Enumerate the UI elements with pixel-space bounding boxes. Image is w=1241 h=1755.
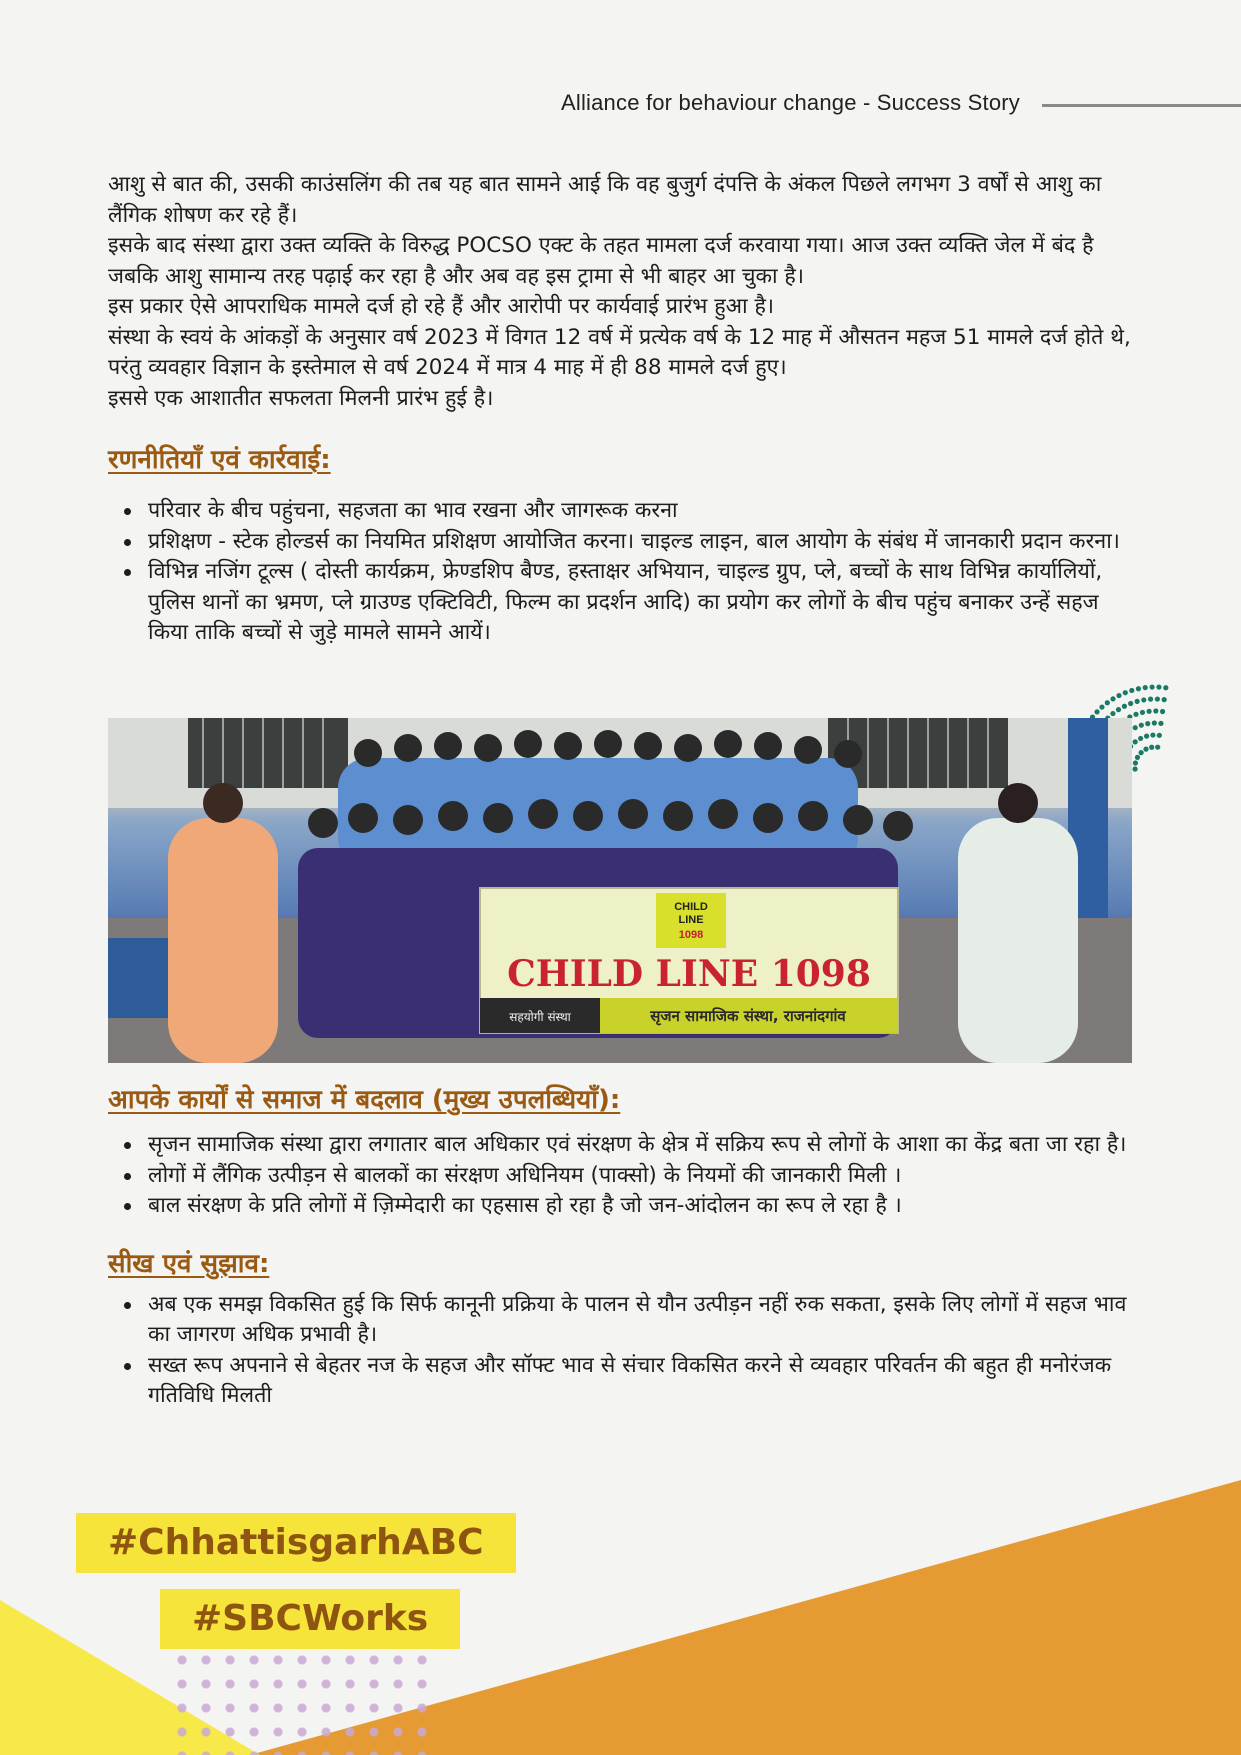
list-item: सृजन सामाजिक संस्था द्वारा लगातार बाल अधिकार एवं संरक्षण के क्षेत्र में सक्रिय रूप से लोगों के आशा का केंद्र बता जा रहा है। <box>148 1130 1138 1161</box>
arc-dot <box>1122 704 1127 709</box>
banner-right-text: सृजन सामाजिक संस्था, राजनांदगांव <box>650 1007 846 1025</box>
arc-dot <box>1129 688 1134 693</box>
arc-dot <box>1123 690 1128 695</box>
achievements-heading: आपके कार्यों से समाज में बदलाव (मुख्य उपलब्धियाँ): <box>108 1085 621 1115</box>
arc-dot <box>1160 709 1165 714</box>
arc-dot <box>1133 725 1138 730</box>
strategies-list <box>108 496 1138 649</box>
photo-illustration <box>108 718 1132 1063</box>
arc-dot <box>1116 693 1121 698</box>
list-item: सख्त रूप अपनाने से बेहतर नज के सहज और सॉफ्ट भाव से संचार विकसित करने से व्यवहार परिवर्तन की बहुत ही मनोरंजक गतिविधि मिलती <box>148 1351 1138 1412</box>
main-content <box>108 170 1138 649</box>
list-item: लोगों में लैंगिक उत्पीड़न से बालकों का संरक्षण अधिनियम (पाक्सो) के नियमों की जानकारी मिली । <box>148 1161 1138 1192</box>
arc-dot <box>1150 732 1155 737</box>
arc-dot <box>1110 696 1115 701</box>
arc-dot <box>1139 750 1144 755</box>
list-item: अब एक समझ विकसित हुई कि सिर्फ कानूनी प्रक्रिया के पालन से यौन उत्पीड़न नहीं रुक सकता, इसके लिए लोगों में सहज भाव का जागरण अधिक प्रभावी है। <box>148 1290 1138 1351</box>
list-item: विभिन्न नजिंग टूल्स ( दोस्ती कार्यक्रम, फ्रेण्डशिप बैण्ड, हस्ताक्षर अभियान, चाइल्ड ग्रुप, प्ले, बच्चों के साथ विभिन्न कार्यालियों, पुलिस थानों का भ्रमण, प्ले ग्राउण्ड एक्टिविटी, फिल्म का प्रदर्शन आदि) का प्रयोग कर लोगों के बीच पहुंच बनाकर उन्हें सहज किया ताकि बच्चों से जुड़े मामले सामने आयें। <box>148 557 1138 649</box>
arc-dot <box>1094 709 1099 714</box>
arc-dot <box>1138 736 1143 741</box>
intro-paragraph: आशु से बात की, उसकी काउंसलिंग की तब यह बात सामने आई कि वह बुजुर्ग दंपत्ति के अंकल पिछले लगभग 3 वर्षों से आशु का लैंगिक शोषण कर रहे हैं। <box>108 172 1102 228</box>
arc-dot <box>1116 707 1121 712</box>
arc-dot <box>1163 685 1168 690</box>
arc-dot <box>1136 686 1141 691</box>
arc-dot <box>1139 723 1144 728</box>
header-rule <box>1042 104 1241 107</box>
hashtag-sbc-works: #SBCWorks <box>160 1589 460 1649</box>
banner-left-text: सहयोगी संस्था <box>509 1010 571 1024</box>
arc-dot <box>1158 721 1163 726</box>
arc-dot <box>1133 739 1138 744</box>
arc-dot <box>1141 697 1146 702</box>
logo-text: LINE <box>678 914 704 926</box>
intro-paragraph: इसके बाद संस्था द्वारा उक्त व्यक्ति के विरुद्ध POCSO एक्ट के तहत मामला दर्ज करवाया गया। आज उक्त व्यक्ति जेल में बंद है जबकि आशु सामान्य तरह पढ़ाई कर रहा है और अब वह इस ट्रामा से भी बाहर आ चुका है। <box>108 233 1094 289</box>
arc-dot <box>1149 684 1154 689</box>
arc-dot <box>1133 760 1138 765</box>
arc-dot <box>1143 747 1148 752</box>
arc-dot <box>1143 685 1148 690</box>
arc-dot <box>1155 696 1160 701</box>
arc-dot <box>1110 711 1115 716</box>
arc-dot <box>1153 708 1158 713</box>
intro-paragraph: इस प्रकार ऐसे आपराधिक मामले दर्ज हो रहे हैं और आरोपी पर कार्यवाई प्रारंभ हुआ है। <box>108 294 775 319</box>
banner-title: CHILD LINE 1098 <box>507 953 871 995</box>
arc-dot <box>1135 699 1140 704</box>
intro-paragraph: इससे एक आशातीत सफलता मिलनी प्रारंभ हुई है। <box>108 385 494 411</box>
logo-text: 1098 <box>678 929 704 941</box>
list-item: परिवार के बीच पहुंचना, सहजता का भाव रखना और जागरूक करना <box>148 496 1138 527</box>
arc-dot <box>1152 720 1157 725</box>
header-title: Alliance for behaviour change - Success Story <box>560 90 1020 115</box>
arc-dot <box>1149 745 1154 750</box>
arc-dot <box>1155 745 1160 750</box>
arc-dot <box>1140 710 1145 715</box>
arc-dot <box>1105 700 1110 705</box>
group-photo <box>108 718 1132 1063</box>
arc-dot <box>1128 701 1133 706</box>
logo-text: CHILD <box>674 901 708 913</box>
arc-dot <box>1133 712 1138 717</box>
arc-dot <box>1162 697 1167 702</box>
decorative-dot-grid <box>170 1648 430 1755</box>
hashtag-chhattisgarh-abc: #ChhattisgarhABC <box>76 1513 516 1573</box>
achievements-list <box>108 1130 1138 1222</box>
arc-dot <box>1132 766 1137 771</box>
arc-dot <box>1157 733 1162 738</box>
page-header <box>0 90 1241 124</box>
learnings-list <box>108 1290 1138 1412</box>
arc-dot <box>1147 709 1152 714</box>
arc-dot <box>1135 755 1140 760</box>
list-item: बाल संरक्षण के प्रति लोगों में ज़िम्मेदारी का एहसास हो रहा है जो जन-आंदोलन का रूप ले रहा है । <box>148 1191 1138 1222</box>
strategies-heading: रणनीतियाँ एवं कार्रवाई: <box>108 445 331 475</box>
arc-dot <box>1144 734 1149 739</box>
arc-dot <box>1156 684 1161 689</box>
list-item: प्रशिक्षण - स्टेक होल्डर्स का नियमित प्रशिक्षण आयोजित करना। चाइल्ड लाइन, बाल आयोग के संबंध में जानकारी प्रदान करना। <box>148 527 1138 558</box>
arc-dot <box>1099 704 1104 709</box>
arc-dot <box>1148 697 1153 702</box>
learnings-heading: सीख एवं सुझाव: <box>108 1248 270 1279</box>
intro-paragraph: संस्था के स्वयं के आंकड़ों के अनुसार वर्ष 2023 में विगत 12 वर्ष में प्रत्येक वर्ष के 12 माह में औसतन महज 51 मामले दर्ज होते थे, परंतु व्यवहार विज्ञान के इस्तेमाल से वर्ष 2024 में मात्र 4 माह में ही 88 मामले दर्ज हुए। <box>108 324 1131 380</box>
arc-dot <box>1145 721 1150 726</box>
lower-content <box>108 1080 1138 1412</box>
